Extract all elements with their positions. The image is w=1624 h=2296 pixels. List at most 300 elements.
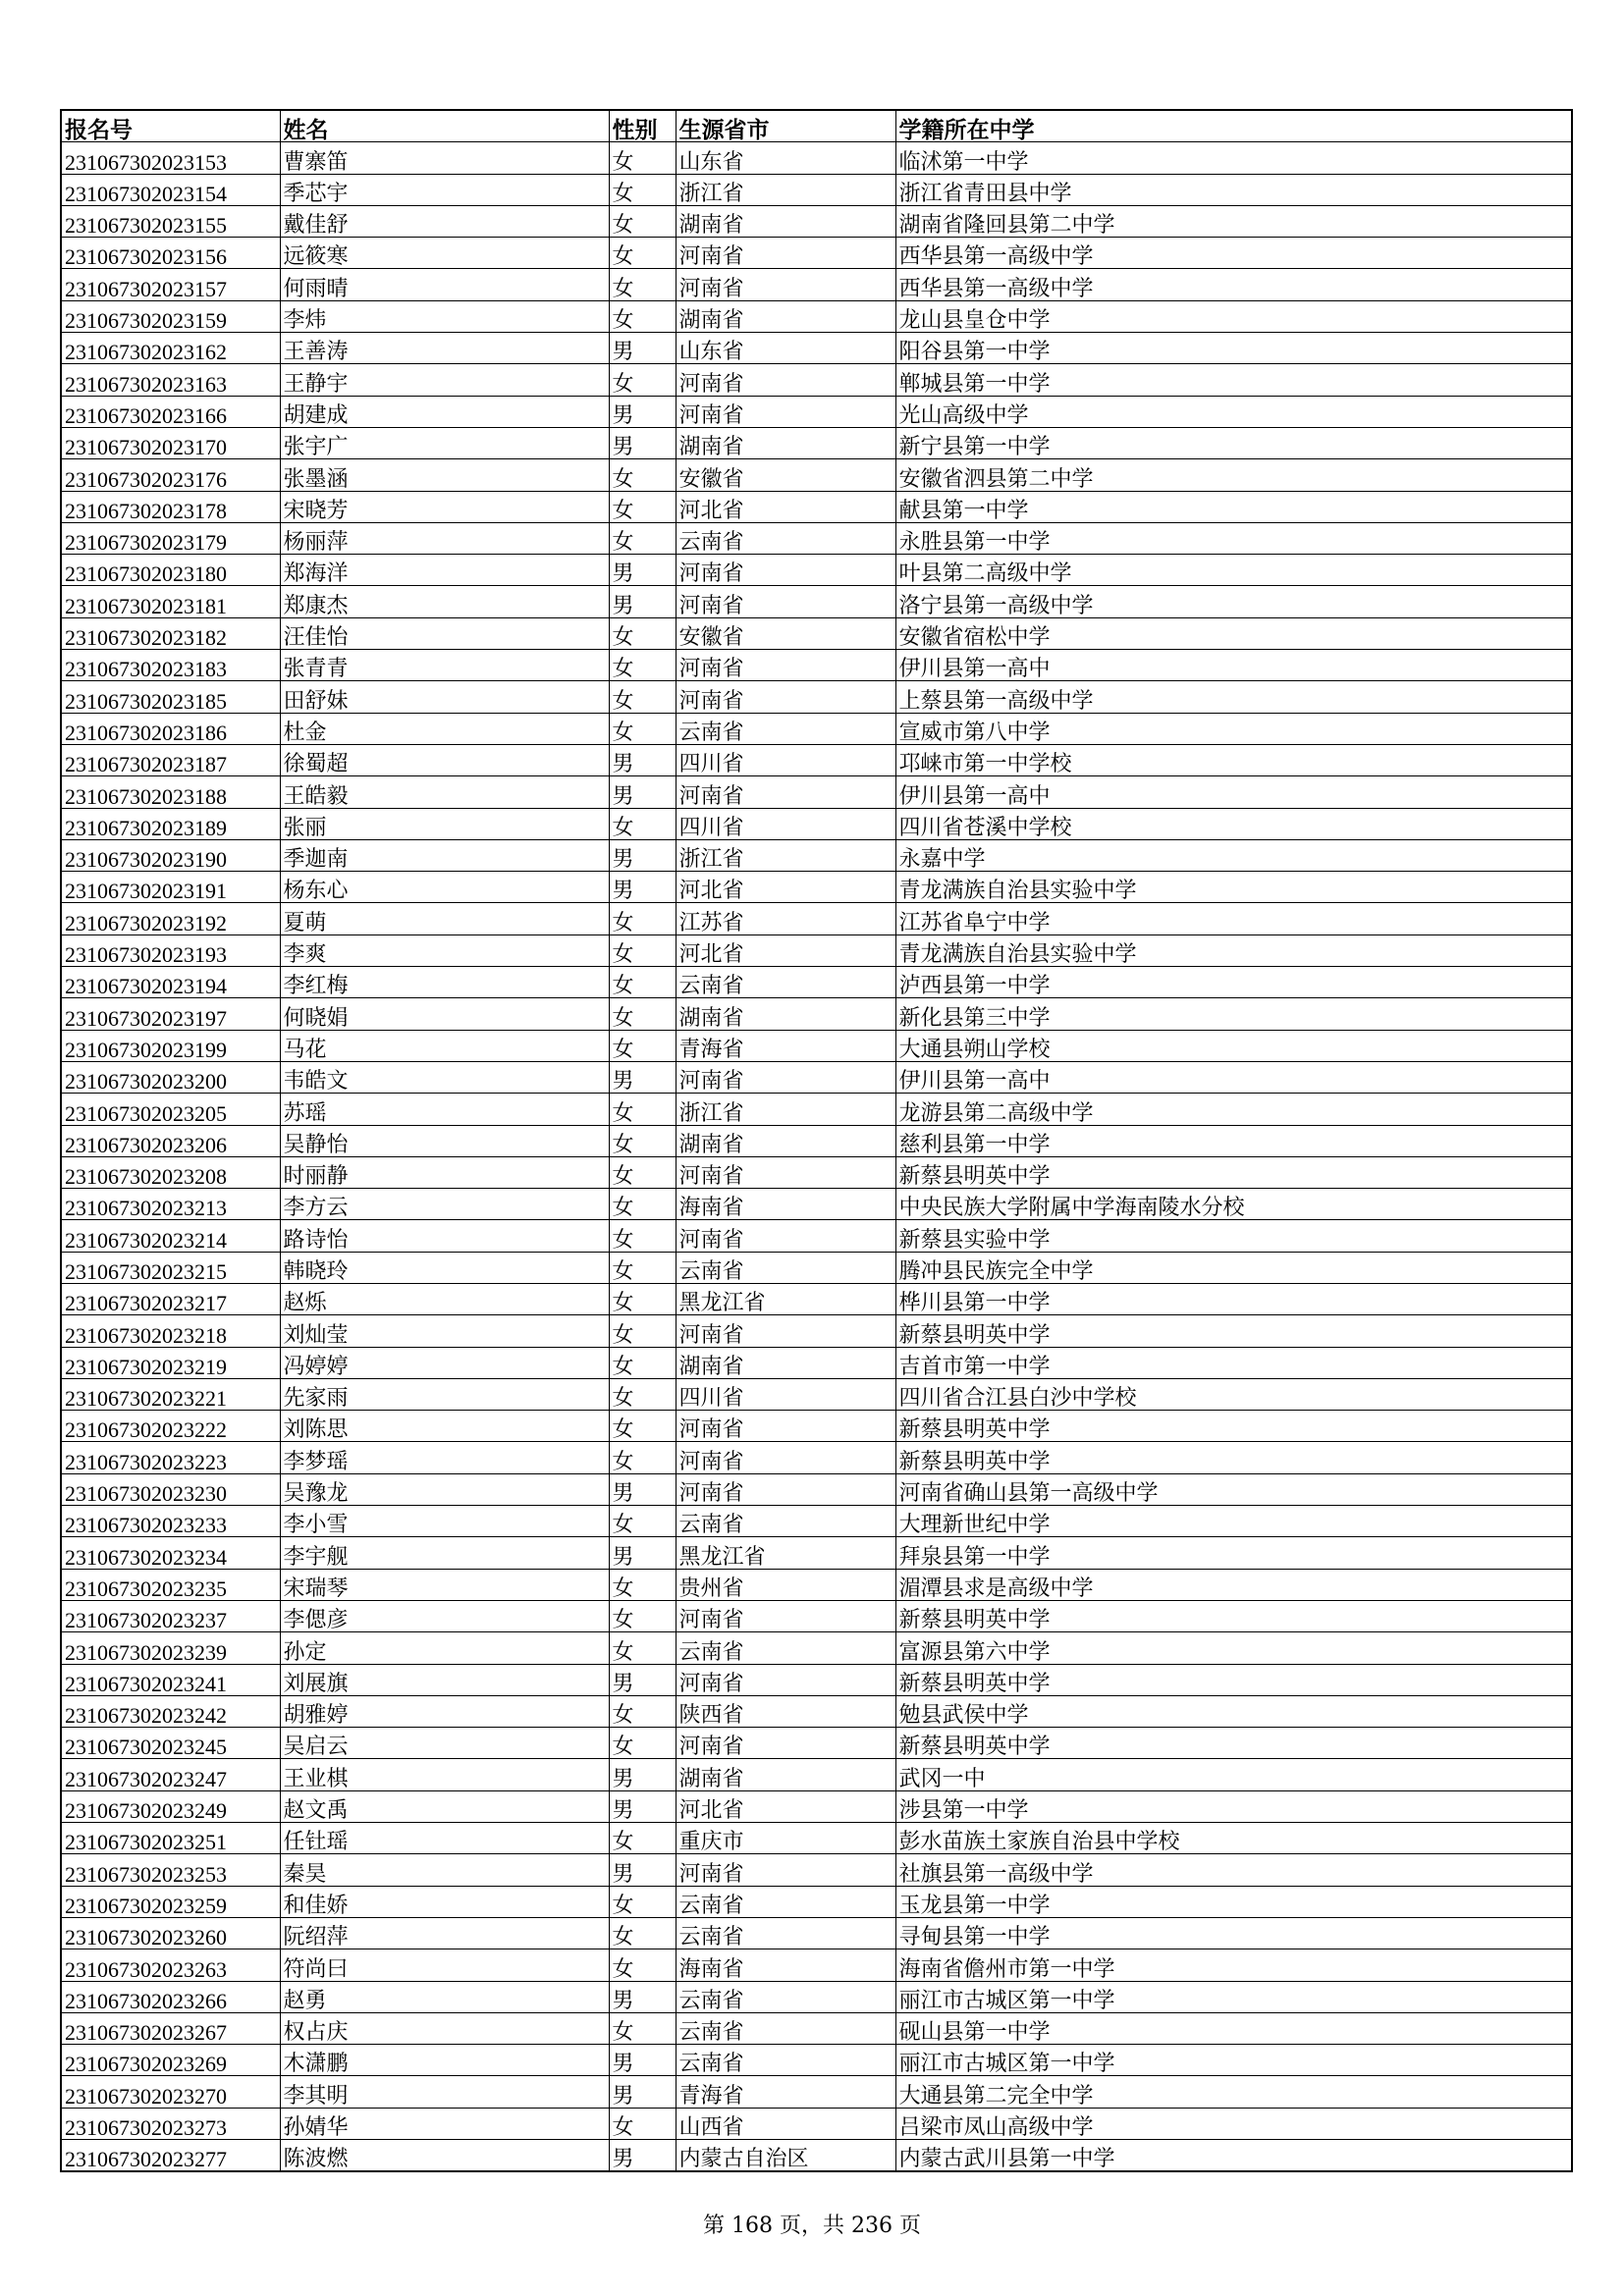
cell-gender: 男 <box>609 555 676 586</box>
cell-registration-number: 231067302023247 <box>61 1759 280 1790</box>
cell-name: 季芯宇 <box>280 174 609 205</box>
cell-province: 四川省 <box>676 744 895 775</box>
cell-province: 重庆市 <box>676 1823 895 1854</box>
table-row <box>61 1283 1572 1314</box>
table-row <box>61 1061 1572 1093</box>
cell-province: 云南省 <box>676 1886 895 1917</box>
table-row <box>61 776 1572 808</box>
cell-province: 河南省 <box>676 1061 895 1093</box>
cell-registration-number: 231067302023157 <box>61 269 280 300</box>
cell-registration-number: 231067302023234 <box>61 1537 280 1569</box>
table-row <box>61 1506 1572 1537</box>
cell-registration-number: 231067302023193 <box>61 934 280 966</box>
cell-gender: 女 <box>609 1125 676 1156</box>
cell-name: 符尚曰 <box>280 1949 609 1981</box>
cell-name: 杨丽萍 <box>280 522 609 554</box>
cell-high-school: 泸西县第一中学 <box>895 967 1572 998</box>
cell-gender: 女 <box>609 903 676 934</box>
cell-name: 戴佳舒 <box>280 205 609 237</box>
cell-gender: 男 <box>609 1854 676 1886</box>
cell-name: 吴启云 <box>280 1728 609 1759</box>
cell-high-school: 邛崃市第一中学校 <box>895 744 1572 775</box>
cell-high-school: 新蔡县明英中学 <box>895 1442 1572 1473</box>
cell-name: 何晓娟 <box>280 998 609 1030</box>
cell-gender: 女 <box>609 1283 676 1314</box>
cell-province: 四川省 <box>676 1378 895 1410</box>
cell-name: 李红梅 <box>280 967 609 998</box>
cell-gender: 女 <box>609 364 676 396</box>
cell-registration-number: 231067302023218 <box>61 1315 280 1347</box>
cell-gender: 女 <box>609 934 676 966</box>
table-row <box>61 1411 1572 1442</box>
cell-high-school: 永嘉中学 <box>895 839 1572 871</box>
cell-name: 何雨晴 <box>280 269 609 300</box>
table-header-row <box>61 110 1572 142</box>
cell-name: 先家雨 <box>280 1378 609 1410</box>
cell-province: 云南省 <box>676 2012 895 2044</box>
cell-gender: 女 <box>609 1442 676 1473</box>
cell-province: 云南省 <box>676 713 895 744</box>
cell-registration-number: 231067302023208 <box>61 1156 280 1188</box>
table-row <box>61 1473 1572 1505</box>
cell-name: 路诗怡 <box>280 1220 609 1252</box>
cell-province: 浙江省 <box>676 1094 895 1125</box>
cell-province: 云南省 <box>676 522 895 554</box>
cell-name: 李偲彦 <box>280 1600 609 1631</box>
cell-high-school: 西华县第一高级中学 <box>895 269 1572 300</box>
cell-registration-number: 231067302023259 <box>61 1886 280 1917</box>
cell-registration-number: 231067302023188 <box>61 776 280 808</box>
table-row <box>61 1632 1572 1664</box>
cell-high-school: 社旗县第一高级中学 <box>895 1854 1572 1886</box>
cell-registration-number: 231067302023269 <box>61 2045 280 2076</box>
cell-name: 张青青 <box>280 650 609 681</box>
cell-registration-number: 231067302023215 <box>61 1252 280 1283</box>
table-row <box>61 1728 1572 1759</box>
cell-name: 宋晓芳 <box>280 491 609 522</box>
cell-name: 刘灿莹 <box>280 1315 609 1347</box>
cell-gender: 男 <box>609 839 676 871</box>
cell-registration-number: 231067302023185 <box>61 681 280 713</box>
header-registration-number: 报名号 <box>61 110 280 142</box>
cell-gender: 女 <box>609 1728 676 1759</box>
cell-high-school: 临沭第一中学 <box>895 142 1572 174</box>
cell-high-school: 中央民族大学附属中学海南陵水分校 <box>895 1189 1572 1220</box>
cell-name: 刘陈思 <box>280 1411 609 1442</box>
cell-province: 河南省 <box>676 1854 895 1886</box>
table-row <box>61 1220 1572 1252</box>
cell-province: 河南省 <box>676 1600 895 1631</box>
cell-high-school: 安徽省泗县第二中学 <box>895 459 1572 491</box>
header-name: 姓名 <box>280 110 609 142</box>
cell-high-school: 叶县第二高级中学 <box>895 555 1572 586</box>
cell-registration-number: 231067302023239 <box>61 1632 280 1664</box>
cell-high-school: 河南省确山县第一高级中学 <box>895 1473 1572 1505</box>
cell-province: 河南省 <box>676 238 895 269</box>
cell-gender: 男 <box>609 1981 676 2012</box>
cell-province: 湖南省 <box>676 427 895 458</box>
table-row <box>61 205 1572 237</box>
cell-province: 贵州省 <box>676 1569 895 1600</box>
cell-province: 湖南省 <box>676 998 895 1030</box>
cell-gender: 女 <box>609 1695 676 1727</box>
cell-gender: 男 <box>609 2140 676 2172</box>
cell-registration-number: 231067302023155 <box>61 205 280 237</box>
cell-gender: 男 <box>609 2045 676 2076</box>
cell-high-school: 新蔡县明英中学 <box>895 1315 1572 1347</box>
cell-gender: 女 <box>609 1506 676 1537</box>
cell-high-school: 新蔡县明英中学 <box>895 1600 1572 1631</box>
cell-registration-number: 231067302023154 <box>61 174 280 205</box>
cell-name: 韩晓玲 <box>280 1252 609 1283</box>
table-row <box>61 1537 1572 1569</box>
cell-province: 山东省 <box>676 333 895 364</box>
cell-registration-number: 231067302023156 <box>61 238 280 269</box>
table-row <box>61 1315 1572 1347</box>
cell-gender: 女 <box>609 1600 676 1631</box>
table-row <box>61 491 1572 522</box>
cell-name: 王善涛 <box>280 333 609 364</box>
cell-high-school: 新宁县第一中学 <box>895 427 1572 458</box>
cell-name: 田舒妹 <box>280 681 609 713</box>
cell-province: 河南省 <box>676 269 895 300</box>
cell-registration-number: 231067302023182 <box>61 617 280 649</box>
cell-province: 云南省 <box>676 1506 895 1537</box>
cell-registration-number: 231067302023214 <box>61 1220 280 1252</box>
table-row <box>61 1695 1572 1727</box>
cell-gender: 女 <box>609 174 676 205</box>
table-row <box>61 1442 1572 1473</box>
cell-high-school: 腾冲县民族完全中学 <box>895 1252 1572 1283</box>
cell-registration-number: 231067302023183 <box>61 650 280 681</box>
cell-name: 张墨涵 <box>280 459 609 491</box>
cell-name: 胡建成 <box>280 396 609 427</box>
cell-high-school: 武冈一中 <box>895 1759 1572 1790</box>
cell-registration-number: 231067302023230 <box>61 1473 280 1505</box>
table-row <box>61 1094 1572 1125</box>
cell-province: 湖南省 <box>676 300 895 332</box>
cell-name: 吴豫龙 <box>280 1473 609 1505</box>
cell-registration-number: 231067302023217 <box>61 1283 280 1314</box>
cell-name: 宋瑞琴 <box>280 1569 609 1600</box>
cell-gender: 女 <box>609 300 676 332</box>
cell-high-school: 大通县朔山学校 <box>895 1030 1572 1061</box>
cell-high-school: 大理新世纪中学 <box>895 1506 1572 1537</box>
cell-high-school: 慈利县第一中学 <box>895 1125 1572 1156</box>
cell-name: 郑海洋 <box>280 555 609 586</box>
cell-registration-number: 231067302023181 <box>61 586 280 617</box>
cell-registration-number: 231067302023199 <box>61 1030 280 1061</box>
cell-gender: 女 <box>609 1252 676 1283</box>
cell-high-school: 宣威市第八中学 <box>895 713 1572 744</box>
cell-gender: 女 <box>609 2012 676 2044</box>
table-row <box>61 1125 1572 1156</box>
cell-high-school: 伊川县第一高中 <box>895 1061 1572 1093</box>
cell-registration-number: 231067302023237 <box>61 1600 280 1631</box>
cell-gender: 女 <box>609 808 676 839</box>
cell-registration-number: 231067302023266 <box>61 1981 280 2012</box>
cell-gender: 男 <box>609 1473 676 1505</box>
cell-registration-number: 231067302023190 <box>61 839 280 871</box>
table-row <box>61 617 1572 649</box>
table-row <box>61 1252 1572 1283</box>
cell-province: 河南省 <box>676 555 895 586</box>
cell-gender: 女 <box>609 967 676 998</box>
cell-name: 刘展旗 <box>280 1664 609 1695</box>
table-row <box>61 934 1572 966</box>
cell-province: 河南省 <box>676 1411 895 1442</box>
cell-high-school: 丽江市古城区第一中学 <box>895 2045 1572 2076</box>
cell-province: 黑龙江省 <box>676 1283 895 1314</box>
cell-province: 湖南省 <box>676 1125 895 1156</box>
cell-gender: 女 <box>609 1886 676 1917</box>
cell-gender: 女 <box>609 142 676 174</box>
cell-name: 阮绍萍 <box>280 1917 609 1949</box>
table-row <box>61 808 1572 839</box>
cell-high-school: 新蔡县明英中学 <box>895 1728 1572 1759</box>
cell-province: 山西省 <box>676 2108 895 2139</box>
table-row <box>61 2012 1572 2044</box>
cell-gender: 女 <box>609 1189 676 1220</box>
cell-gender: 男 <box>609 586 676 617</box>
table-row <box>61 2140 1572 2172</box>
cell-high-school: 吕梁市凤山高级中学 <box>895 2108 1572 2139</box>
table-row <box>61 300 1572 332</box>
cell-high-school: 涉县第一中学 <box>895 1790 1572 1822</box>
cell-name: 王皓毅 <box>280 776 609 808</box>
cell-high-school: 新蔡县实验中学 <box>895 1220 1572 1252</box>
cell-registration-number: 231067302023176 <box>61 459 280 491</box>
cell-registration-number: 231067302023187 <box>61 744 280 775</box>
cell-high-school: 阳谷县第一中学 <box>895 333 1572 364</box>
cell-registration-number: 231067302023235 <box>61 1569 280 1600</box>
cell-province: 海南省 <box>676 1949 895 1981</box>
cell-gender: 男 <box>609 776 676 808</box>
cell-name: 徐蜀超 <box>280 744 609 775</box>
cell-registration-number: 231067302023277 <box>61 2140 280 2172</box>
cell-high-school: 彭水苗族土家族自治县中学校 <box>895 1823 1572 1854</box>
cell-gender: 女 <box>609 1823 676 1854</box>
cell-gender: 女 <box>609 205 676 237</box>
table-row <box>61 1981 1572 2012</box>
cell-registration-number: 231067302023200 <box>61 1061 280 1093</box>
cell-province: 河北省 <box>676 872 895 903</box>
cell-gender: 女 <box>609 1569 676 1600</box>
cell-high-school: 浙江省青田县中学 <box>895 174 1572 205</box>
table-row <box>61 396 1572 427</box>
cell-high-school: 吉首市第一中学 <box>895 1347 1572 1378</box>
cell-province: 青海省 <box>676 1030 895 1061</box>
cell-high-school: 新化县第三中学 <box>895 998 1572 1030</box>
cell-province: 山东省 <box>676 142 895 174</box>
cell-name: 李其明 <box>280 2076 609 2108</box>
cell-province: 云南省 <box>676 967 895 998</box>
cell-registration-number: 231067302023251 <box>61 1823 280 1854</box>
cell-gender: 男 <box>609 1537 676 1569</box>
cell-province: 黑龙江省 <box>676 1537 895 1569</box>
cell-province: 河南省 <box>676 364 895 396</box>
table-row <box>61 1949 1572 1981</box>
cell-province: 河南省 <box>676 1473 895 1505</box>
cell-name: 吴静怡 <box>280 1125 609 1156</box>
cell-name: 韦皓文 <box>280 1061 609 1093</box>
cell-high-school: 玉龙县第一中学 <box>895 1886 1572 1917</box>
table-row <box>61 1156 1572 1188</box>
cell-registration-number: 231067302023206 <box>61 1125 280 1156</box>
cell-name: 张宇广 <box>280 427 609 458</box>
cell-gender: 女 <box>609 1156 676 1188</box>
cell-registration-number: 231067302023213 <box>61 1189 280 1220</box>
cell-registration-number: 231067302023205 <box>61 1094 280 1125</box>
cell-province: 河南省 <box>676 396 895 427</box>
cell-registration-number: 231067302023233 <box>61 1506 280 1537</box>
cell-name: 郑康杰 <box>280 586 609 617</box>
table-body <box>61 142 1572 2172</box>
cell-name: 季迦南 <box>280 839 609 871</box>
cell-gender: 男 <box>609 333 676 364</box>
cell-high-school: 新蔡县明英中学 <box>895 1156 1572 1188</box>
cell-registration-number: 231067302023253 <box>61 1854 280 1886</box>
cell-high-school: 大通县第二完全中学 <box>895 2076 1572 2108</box>
cell-registration-number: 231067302023191 <box>61 872 280 903</box>
cell-province: 河南省 <box>676 1156 895 1188</box>
table-row <box>61 174 1572 205</box>
cell-name: 木潇鹏 <box>280 2045 609 2076</box>
cell-province: 河南省 <box>676 586 895 617</box>
cell-name: 李方云 <box>280 1189 609 1220</box>
cell-high-school: 内蒙古武川县第一中学 <box>895 2140 1572 2172</box>
cell-name: 李宇舰 <box>280 1537 609 1569</box>
cell-name: 张丽 <box>280 808 609 839</box>
cell-gender: 女 <box>609 491 676 522</box>
cell-province: 安徽省 <box>676 617 895 649</box>
cell-name: 赵文禹 <box>280 1790 609 1822</box>
cell-name: 杨东心 <box>280 872 609 903</box>
cell-gender: 男 <box>609 396 676 427</box>
page-number-footer: 第 168 页，共 236 页 <box>703 2214 921 2238</box>
cell-province: 河南省 <box>676 1315 895 1347</box>
table-row <box>61 903 1572 934</box>
header-high-school: 学籍所在中学 <box>895 110 1572 142</box>
cell-province: 河南省 <box>676 1664 895 1695</box>
cell-province: 四川省 <box>676 808 895 839</box>
cell-registration-number: 231067302023273 <box>61 2108 280 2139</box>
cell-gender: 女 <box>609 1949 676 1981</box>
cell-name: 冯婷婷 <box>280 1347 609 1378</box>
cell-registration-number: 231067302023221 <box>61 1378 280 1410</box>
cell-gender: 女 <box>609 1220 676 1252</box>
cell-high-school: 龙山县皇仓中学 <box>895 300 1572 332</box>
cell-high-school: 四川省苍溪中学校 <box>895 808 1572 839</box>
cell-high-school: 上蔡县第一高级中学 <box>895 681 1572 713</box>
cell-gender: 女 <box>609 1094 676 1125</box>
cell-name: 权占庆 <box>280 2012 609 2044</box>
cell-high-school: 郸城县第一中学 <box>895 364 1572 396</box>
cell-name: 曹寨笛 <box>280 142 609 174</box>
table-row <box>61 650 1572 681</box>
table-row <box>61 744 1572 775</box>
cell-gender: 女 <box>609 459 676 491</box>
cell-registration-number: 231067302023192 <box>61 903 280 934</box>
cell-name: 李爽 <box>280 934 609 966</box>
table-row <box>61 1854 1572 1886</box>
cell-registration-number: 231067302023260 <box>61 1917 280 1949</box>
cell-high-school: 新蔡县明英中学 <box>895 1411 1572 1442</box>
table-row <box>61 713 1572 744</box>
cell-province: 河南省 <box>676 681 895 713</box>
table-row <box>61 1378 1572 1410</box>
cell-gender: 男 <box>609 1759 676 1790</box>
cell-gender: 男 <box>609 872 676 903</box>
cell-gender: 女 <box>609 1378 676 1410</box>
cell-name: 王业棋 <box>280 1759 609 1790</box>
cell-gender: 男 <box>609 1790 676 1822</box>
table-row <box>61 364 1572 396</box>
cell-province: 陕西省 <box>676 1695 895 1727</box>
cell-name: 赵烁 <box>280 1283 609 1314</box>
cell-gender: 男 <box>609 1061 676 1093</box>
cell-high-school: 龙游县第二高级中学 <box>895 1094 1572 1125</box>
table-row <box>61 522 1572 554</box>
cell-province: 安徽省 <box>676 459 895 491</box>
cell-name: 夏萌 <box>280 903 609 934</box>
cell-gender: 女 <box>609 1030 676 1061</box>
cell-gender: 女 <box>609 1411 676 1442</box>
cell-province: 河南省 <box>676 1442 895 1473</box>
cell-province: 河南省 <box>676 1728 895 1759</box>
cell-gender: 女 <box>609 1917 676 1949</box>
table-row <box>61 967 1572 998</box>
table-row <box>61 333 1572 364</box>
cell-name: 陈波燃 <box>280 2140 609 2172</box>
table-row <box>61 2045 1572 2076</box>
cell-name: 王静宇 <box>280 364 609 396</box>
cell-registration-number: 231067302023219 <box>61 1347 280 1378</box>
cell-high-school: 伊川县第一高中 <box>895 776 1572 808</box>
cell-high-school: 青龙满族自治县实验中学 <box>895 934 1572 966</box>
cell-province: 湖南省 <box>676 205 895 237</box>
table-row <box>61 1569 1572 1600</box>
cell-high-school: 砚山县第一中学 <box>895 2012 1572 2044</box>
table-row <box>61 1917 1572 1949</box>
cell-high-school: 海南省儋州市第一中学 <box>895 1949 1572 1981</box>
table-row <box>61 1030 1572 1061</box>
cell-gender: 女 <box>609 1347 676 1378</box>
cell-name: 孙定 <box>280 1632 609 1664</box>
cell-registration-number: 231067302023179 <box>61 522 280 554</box>
cell-gender: 男 <box>609 1664 676 1695</box>
cell-registration-number: 231067302023159 <box>61 300 280 332</box>
cell-province: 云南省 <box>676 1917 895 1949</box>
cell-province: 湖南省 <box>676 1347 895 1378</box>
cell-gender: 女 <box>609 269 676 300</box>
cell-gender: 女 <box>609 2108 676 2139</box>
cell-high-school: 丽江市古城区第一中学 <box>895 1981 1572 2012</box>
cell-registration-number: 231067302023241 <box>61 1664 280 1695</box>
cell-registration-number: 231067302023153 <box>61 142 280 174</box>
cell-high-school: 湄潭县求是高级中学 <box>895 1569 1572 1600</box>
table-row <box>61 839 1572 871</box>
cell-registration-number: 231067302023162 <box>61 333 280 364</box>
cell-province: 浙江省 <box>676 174 895 205</box>
cell-registration-number: 231067302023189 <box>61 808 280 839</box>
cell-province: 河北省 <box>676 1790 895 1822</box>
cell-province: 江苏省 <box>676 903 895 934</box>
table-row <box>61 1886 1572 1917</box>
cell-high-school: 新蔡县明英中学 <box>895 1664 1572 1695</box>
cell-high-school: 伊川县第一高中 <box>895 650 1572 681</box>
cell-province: 云南省 <box>676 1632 895 1664</box>
